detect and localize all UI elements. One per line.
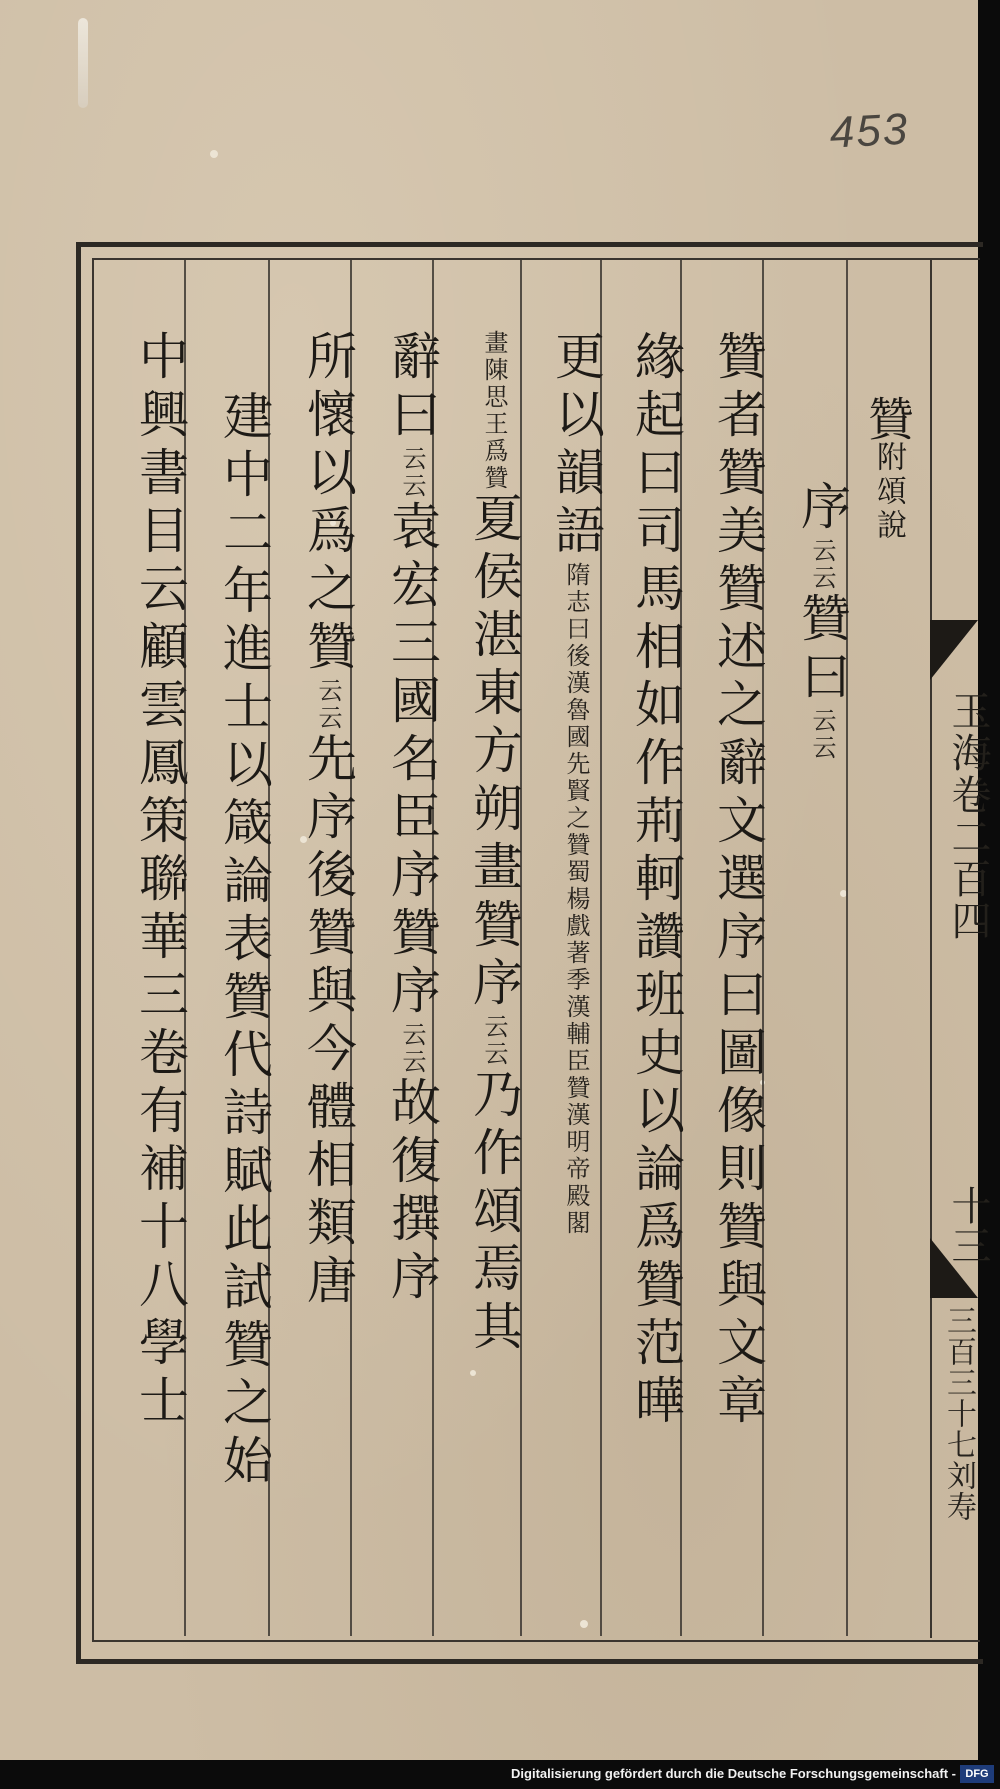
column-rule [846, 260, 848, 1636]
carver-note: 三百三十七刘寿 [941, 1305, 976, 1522]
annotation-text: 隋志曰後漢魯國先賢之贊蜀楊戲著季漢輔臣贊 [562, 562, 590, 1102]
text-column [790, 480, 854, 762]
text-column [212, 390, 276, 1492]
main-text: 乃作頌焉其 [465, 1068, 523, 1358]
title-note: 附頌說 [871, 441, 906, 543]
main-text: 贊曰 [793, 592, 851, 708]
leaf-number: 十三 [945, 1185, 991, 1265]
annotation-text: 云云 [398, 446, 426, 500]
annotation-text: 漢明帝殿閣 [562, 1102, 590, 1237]
main-text: 故復撰序 [383, 1076, 441, 1308]
annotation-text: 云云 [398, 1022, 426, 1076]
main-text: 先序後贊與今體相類唐 [299, 732, 357, 1312]
page-tear-mark [78, 18, 88, 108]
title-main: 贊 [861, 395, 915, 441]
main-text: 辭曰 [383, 330, 441, 446]
main-text: 中興書目云顧雲鳳策聯華三卷有補十八學士 [131, 330, 189, 1432]
text-column [706, 330, 770, 1432]
annotation-text: 云云 [314, 678, 342, 732]
text-column [128, 330, 192, 1432]
annotation-text: 云云 [480, 1014, 508, 1068]
main-text: 夏侯湛東方朔畫贊序 [465, 492, 523, 1014]
text-column [624, 330, 688, 1432]
fishtail-mark-top [930, 620, 978, 680]
text-column [544, 330, 608, 1237]
text-column [296, 330, 360, 1312]
annotation-text: 云云 [808, 538, 836, 592]
folio-number: 453 [828, 104, 911, 158]
annotation-text: 云云 [808, 708, 836, 762]
text-column [380, 330, 444, 1308]
main-text: 緣起曰司馬相如作荊軻讚班史以論爲贊范曄 [627, 330, 685, 1432]
main-text: 所懷以爲之贊 [299, 330, 357, 678]
center-fold-rule [930, 258, 932, 1638]
dfg-logo: DFG [960, 1765, 994, 1783]
main-text: 袁宏三國名臣序贊序 [383, 500, 441, 1022]
paper-spot [210, 150, 218, 158]
section-title [858, 395, 918, 543]
digitization-credit: Digitalisierung gefördert durch die Deutsche Forschungsgemeinschaft - [511, 1766, 956, 1781]
main-text: 更以韻語 [547, 330, 605, 562]
annotation-text: 畫陳思王爲贊 [480, 330, 508, 492]
main-text: 建中二年進士以箴論表贊代詩賦此試贊之始 [215, 390, 273, 1492]
footer-bar [0, 1760, 1000, 1789]
fishtail-mark-bottom [930, 1238, 978, 1298]
main-text: 序 [793, 480, 851, 538]
book-title-banner: 玉海卷二百四 [945, 690, 991, 942]
text-column [462, 330, 526, 1358]
main-text: 贊者贊美贊述之辭文選序曰圖像則贊與文章 [709, 330, 767, 1432]
